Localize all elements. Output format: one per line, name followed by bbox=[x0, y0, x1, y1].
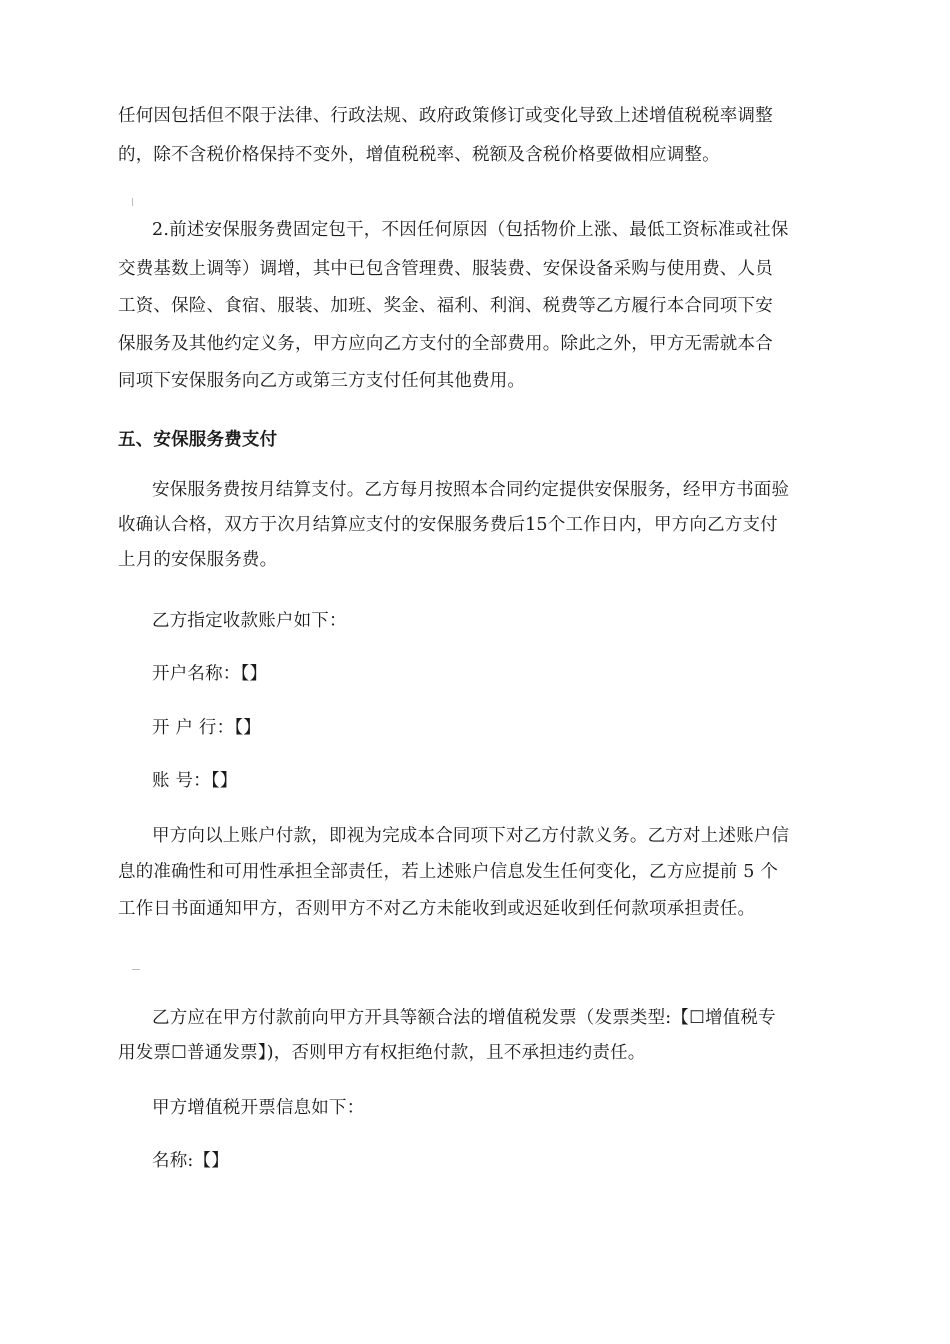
paragraph-line: 息的准确性和可用性承担全部责任，若上述账户信息发生任何变化，乙方应提前 5 个 bbox=[118, 862, 779, 882]
account-number-line: 账 号：【】 bbox=[152, 771, 238, 791]
paragraph-line: 甲方增值税开票信息如下： bbox=[152, 1098, 365, 1118]
paragraph-line: 任何因包括但不限于法律、行政法规、政府政策修订或变化导致上述增值税税率调整 bbox=[118, 106, 773, 126]
paragraph-line: 保服务及其他约定义务，甲方应向乙方支付的全部费用。除此之外，甲方无需就本合 bbox=[118, 334, 773, 354]
edit-marker bbox=[132, 198, 133, 206]
paragraph-line: 甲方向以上账户付款，即视为完成本合同项下对乙方付款义务。乙方对上述账户信 bbox=[152, 826, 790, 846]
invoice-name-line: 名称:【】 bbox=[152, 1151, 229, 1171]
paragraph-line: 同项下安保服务向乙方或第三方支付任何其他费用。 bbox=[118, 371, 526, 391]
paragraph-line: 乙方应在甲方付款前向甲方开具等额合法的增值税发票（发票类型:【☐增值税专 bbox=[152, 1008, 776, 1028]
paragraph-line: 乙方指定收款账户如下： bbox=[152, 611, 347, 631]
paragraph-line: 工资、保险、食宿、服装、加班、奖金、福利、利润、税费等乙方履行本合同项下安 bbox=[118, 296, 773, 316]
edit-marker bbox=[132, 969, 140, 970]
account-name-line: 开户名称：【】 bbox=[152, 664, 268, 684]
paragraph-line: 2.前述安保服务费固定包干，不因任何原因（包括物价上涨、最低工资标准或社保 bbox=[152, 220, 789, 240]
section-heading: 五、安保服务费支付 bbox=[118, 430, 278, 450]
paragraph-line: 交费基数上调等）调增，其中已包含管理费、服装费、安保设备采购与使用费、人员 bbox=[118, 259, 773, 279]
paragraph-line: 收确认合格，双方于次月结算应支付的安保服务费后15个工作日内，甲方向乙方支付 bbox=[118, 515, 778, 535]
paragraph-line: 工作日书面通知甲方，否则甲方不对乙方未能收到或迟延收到任何款项承担责任。 bbox=[118, 899, 756, 919]
paragraph-line: 安保服务费按月结算支付。乙方每月按照本合同约定提供安保服务，经甲方书面验 bbox=[152, 480, 790, 500]
paragraph-line: 的，除不含税价格保持不变外，增值税税率、税额及含税价格要做相应调整。 bbox=[118, 145, 720, 165]
paragraph-line: 上月的安保服务费。 bbox=[118, 550, 278, 570]
account-bank-line: 开 户 行：【】 bbox=[152, 718, 261, 738]
paragraph-line: 用发票☐普通发票】)，否则甲方有权拒绝付款，且不承担违约责任。 bbox=[118, 1043, 646, 1063]
